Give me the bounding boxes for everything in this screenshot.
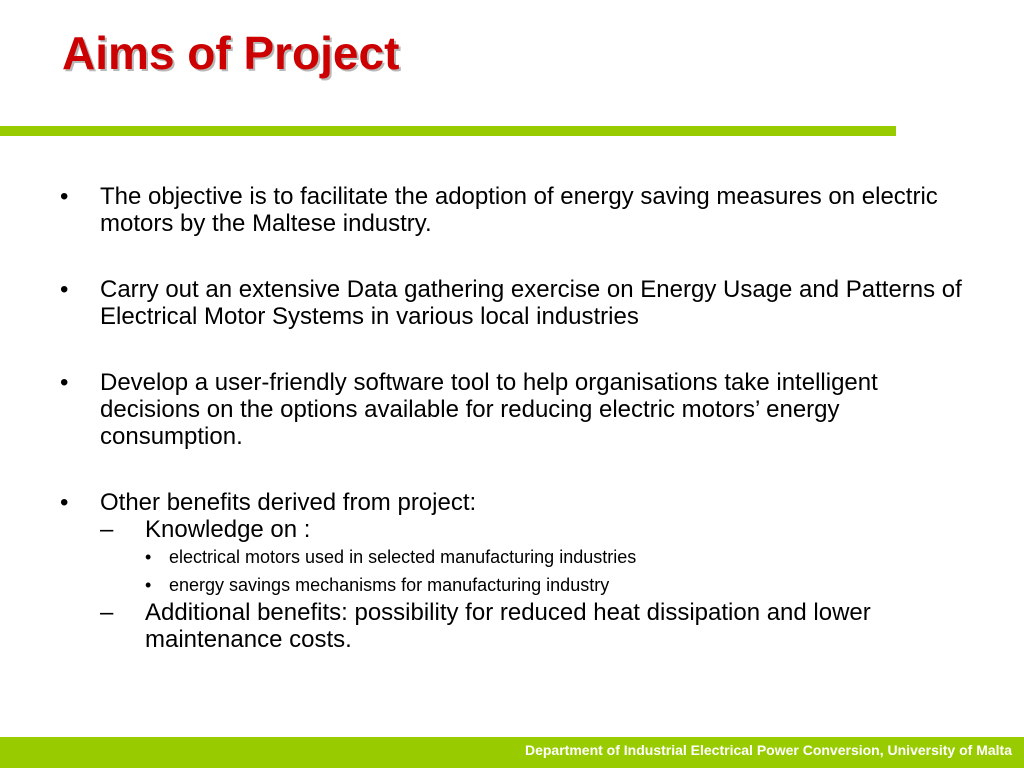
bullet-marker: • bbox=[60, 489, 69, 516]
dash-marker: – bbox=[100, 599, 114, 626]
sub-list bbox=[100, 516, 980, 653]
sub-item-additional-benefits bbox=[100, 599, 980, 653]
bullet-text: Carry out an extensive Data gathering exercise on Energy Usage and Patterns of Electrical Motor Systems in various local industries bbox=[100, 276, 962, 330]
subsub-item-text: electrical motors used in selected manufacturing industries bbox=[169, 547, 637, 567]
subsub-item-text: energy savings mechanisms for manufacturing industry bbox=[169, 575, 610, 595]
subsub-list bbox=[145, 543, 980, 599]
subsub-item-motors bbox=[145, 543, 980, 571]
title-divider bbox=[0, 126, 896, 136]
footer-bar bbox=[0, 737, 1024, 768]
bullet-item-4 bbox=[60, 489, 980, 516]
footer-text: Department of Industrial Electrical Power Conversion, University of Malta bbox=[524, 742, 1012, 758]
dash-marker: – bbox=[100, 516, 114, 543]
slide-title: Aims of Project bbox=[62, 27, 400, 79]
bullet-text: The objective is to facilitate the adoption of energy saving measures on electric motors by the Maltese industry. bbox=[100, 183, 938, 237]
bullet-text: Develop a user-friendly software tool to help organisations take intelligent decisions on the options available for reducing electric motors’ energy consumption. bbox=[100, 369, 878, 450]
sub-item-knowledge bbox=[100, 516, 980, 543]
bullet-marker: • bbox=[145, 547, 152, 567]
bullet-marker: • bbox=[60, 369, 69, 396]
bullet-marker: • bbox=[60, 183, 69, 210]
bullet-item-3 bbox=[60, 369, 980, 450]
bullet-item-2 bbox=[60, 276, 980, 330]
bullet-marker: • bbox=[145, 575, 152, 595]
sub-item-text: Additional benefits: possibility for reduced heat dissipation and lower maintenance costs. bbox=[145, 599, 871, 653]
bullet-text: Other benefits derived from project: bbox=[100, 489, 477, 516]
bullet-item-1 bbox=[60, 183, 980, 237]
slide-content bbox=[60, 183, 980, 653]
bullet-marker: • bbox=[60, 276, 69, 303]
subsub-item-savings bbox=[145, 571, 980, 599]
sub-item-text: Knowledge on : bbox=[145, 516, 311, 543]
